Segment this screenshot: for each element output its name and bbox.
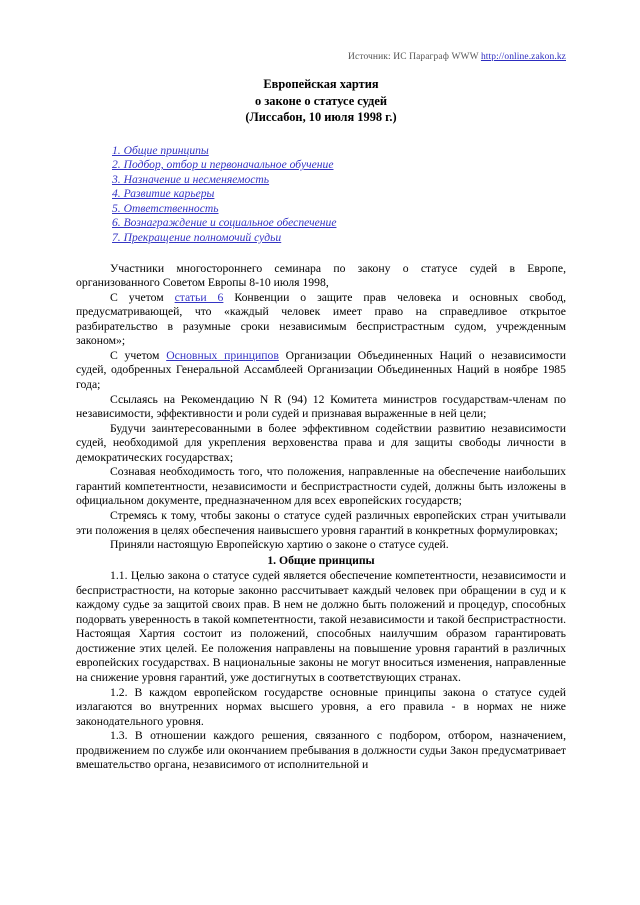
preamble-paragraph-8: Приняли настоящую Европейскую хартию о законе о статусе судей. xyxy=(110,538,449,552)
table-of-contents xyxy=(76,144,566,246)
toc-link-7[interactable]: 7. Прекращение полномочий судьи xyxy=(112,231,282,245)
toc-link-6[interactable]: 6. Вознаграждение и социальное обеспечение xyxy=(112,216,337,230)
preamble-paragraph-3 xyxy=(76,349,566,393)
inline-link-article-6[interactable]: статьи 6 xyxy=(174,290,224,304)
toc-link-3[interactable]: 3. Назначение и несменяемость xyxy=(112,172,270,186)
paragraph-3-text-before: С учетом xyxy=(110,348,167,362)
paragraph-2-text-before: С учетом xyxy=(110,290,175,304)
preamble-paragraph-4: Ссылаясь на Рекомендацию N R (94) 12 Комитета министров государствам-членам по независимости, эффективности и роли судей и признавая выраженные в ней цели; xyxy=(76,392,566,421)
preamble-paragraph-7: Стремясь к тому, чтобы законы о статусе судей различных европейских стран учитывали эти положения в целях обеспечения наивысшего уровня гарантий в конкретных формулировках; xyxy=(76,508,566,537)
source-attribution xyxy=(76,52,566,62)
clause-1-3: 1.3. В отношении каждого решения, связанного с подбором, отбором, назначением, продвижением по службе или окончанием пребывания в должности судьи Закон предусматривает вмешательство органа, независимого от исполнительной и xyxy=(76,729,566,772)
preamble-paragraph-6: Сознавая необходимость того, что положения, направленные на обеспечение наибольших гарантий компетентности, независимости и беспристрастности судей, должны быть изложены в официальном документе, предназначенном для всех европейских государств; xyxy=(76,465,566,508)
title-line-3: (Лиссабон, 10 июля 1998 г.) xyxy=(245,110,397,124)
toc-link-1[interactable]: 1. Общие принципы xyxy=(112,143,209,157)
clause-1-1: 1.1. Целью закона о статусе судей является обеспечение компетентности, независимости и беспристрастности, на которые законно рассчитывает каждый человек при обращении в суд и к каждому судье за защитой своих прав. В нем не должно быть положений и процедур, способных подорвать уверенность в такой компетентности, такой независимости и такой беспристрастности. Настоящая Хартия состоит из положений, способных наилучшим образом гарантировать достижение этих целей. Ее положения направлены на повышение уровня гарантий в различных европейских государствах. В национальные законы не могут вноситься изменения, направленные на снижение уровня гарантий, уже достигнутых в соответствующих странах. xyxy=(76,569,566,684)
preamble-paragraph-1: Участники многостороннего семинара по закону о статусе судей в Европе, организованного Советом Европы 8-10 июля 1998, xyxy=(76,261,566,290)
toc-link-2[interactable]: 2. Подбор, отбор и первоначальное обучение xyxy=(112,158,334,172)
preamble-paragraph-5: Будучи заинтересованными в более эффективном содействии развитию независимости судей, необходимой для укрепления верховенства права и для защиты свободы личности в демократических государствах; xyxy=(76,421,566,464)
clause-1-2: 1.2. В каждом европейском государстве основные принципы закона о статусе судей излагаются во внутренних нормах высшего уровня, а его правила - в нормах не ниже законодательного уровня. xyxy=(76,685,566,728)
inline-link-basic-principles[interactable]: Основных принципов xyxy=(166,348,279,362)
toc-link-4[interactable]: 4. Развитие карьеры xyxy=(112,187,215,201)
title-line-1: Европейская хартия xyxy=(263,77,379,91)
page-title xyxy=(76,76,566,126)
source-url-link[interactable]: http://online.zakon.kz xyxy=(480,52,566,62)
document-body xyxy=(76,262,566,773)
paragraph-3-text-after: Организации Объединенных Наций о независимости судей, одобренных Генеральной Ассамблеей Организации Объединенных Наций в ноябре 1985 года; xyxy=(76,348,566,392)
preamble-paragraph-2 xyxy=(76,291,566,349)
toc-link-5[interactable]: 5. Ответственность xyxy=(112,201,219,215)
title-line-2: о законе о статусе судей xyxy=(255,93,387,108)
source-label: Источник: ИС Параграф WWW xyxy=(348,52,479,62)
section-heading-1: 1. Общие принципы xyxy=(267,553,375,567)
paragraph-2-text-after: Конвенции о защите прав человека и основных свобод, предусматривающей, что «каждый человек имеет право на справедливое открытое разбирательство в разумные сроки независимым беспристрастным судом, учрежденным законом»; xyxy=(76,290,566,348)
